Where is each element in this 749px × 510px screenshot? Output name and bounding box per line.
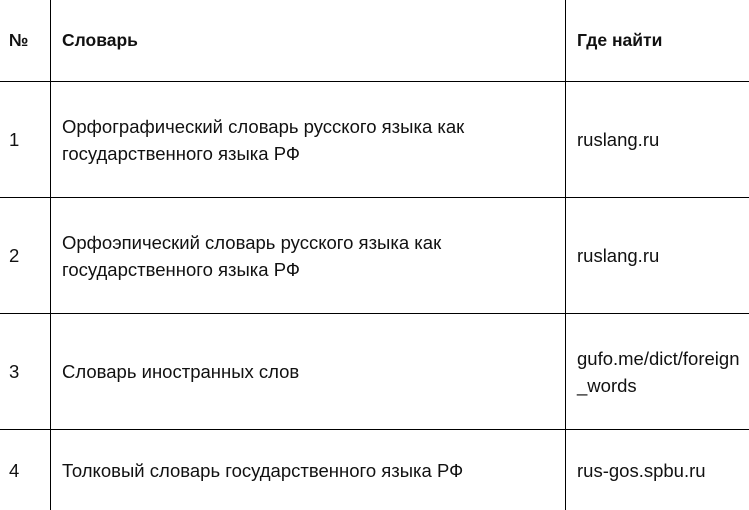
- table-row: [0, 430, 749, 510]
- row-where-to-find: gufo.me/dict/foreign_words: [565, 314, 749, 429]
- row-number: 2: [9, 245, 20, 266]
- table-row: [0, 198, 749, 314]
- table-row: [0, 314, 749, 430]
- row-dictionary: Словарь иностранных слов: [50, 314, 565, 429]
- header-where-to-find: Где найти: [565, 0, 749, 81]
- table-header-row: [0, 0, 749, 82]
- row-where-to-find: rus-gos.spbu.ru: [565, 430, 749, 510]
- row-where-to-find: ruslang.ru: [565, 82, 749, 197]
- row-number: 3: [9, 361, 20, 382]
- row-where-to-find: ruslang.ru: [565, 198, 749, 313]
- row-dictionary: Орфографический словарь русского языка как государственного языка РФ: [50, 82, 565, 197]
- row-dictionary: Толковый словарь государственного языка РФ: [50, 430, 565, 510]
- header-dictionary: Словарь: [50, 0, 565, 81]
- header-number: №: [9, 30, 29, 50]
- table-row: [0, 82, 749, 198]
- row-number: 1: [9, 129, 20, 150]
- row-dictionary: Орфоэпический словарь русского языка как государственного языка РФ: [50, 198, 565, 313]
- row-number: 4: [9, 459, 20, 481]
